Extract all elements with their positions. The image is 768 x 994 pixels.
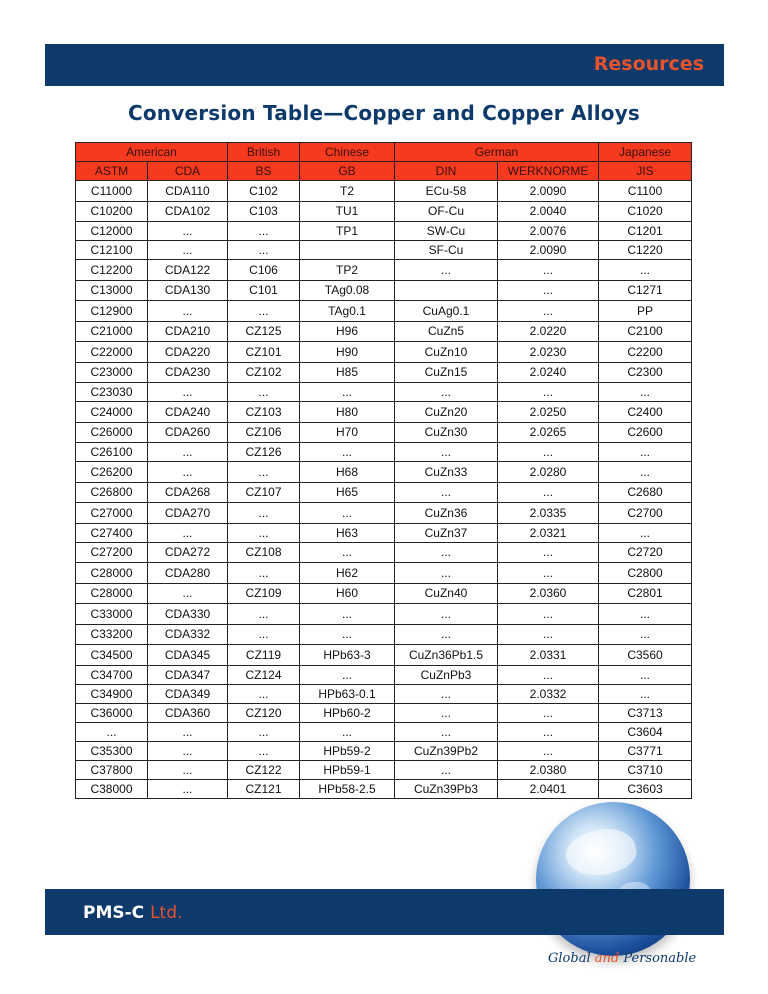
table-cell: 2.0090 (498, 241, 599, 260)
table-cell: H70 (300, 422, 395, 443)
table-cell: ... (228, 684, 300, 703)
table-cell: CuZn37 (395, 523, 498, 542)
column-header-row (76, 162, 692, 181)
table-cell: C13000 (76, 280, 148, 301)
table-cell: ... (498, 703, 599, 722)
brand-name: PMS-C (83, 903, 145, 923)
table-cell: CZ108 (228, 542, 300, 563)
table-cell: 2.0360 (498, 583, 599, 604)
table-cell: C3710 (599, 760, 692, 779)
table-cell: CDA268 (148, 482, 228, 503)
table-cell: ... (395, 722, 498, 741)
table-row (76, 362, 692, 383)
table-cell: C2680 (599, 482, 692, 503)
table-cell: ... (498, 722, 599, 741)
table-cell: C2801 (599, 583, 692, 604)
table-cell: ... (498, 624, 599, 645)
table-cell: ... (395, 563, 498, 584)
table-cell: C12100 (76, 241, 148, 260)
table-cell: ... (395, 383, 498, 402)
table-cell: CZ124 (228, 665, 300, 684)
column-header: WERKNORME (498, 162, 599, 181)
page-title: Conversion Table—Copper and Copper Alloys (127, 101, 641, 125)
table-cell: CZ120 (228, 703, 300, 722)
table-cell: C1271 (599, 280, 692, 301)
table-cell: C33000 (76, 604, 148, 625)
table-cell: TP2 (300, 260, 395, 281)
table-cell: CuZn30 (395, 422, 498, 443)
table-cell: CZ106 (228, 422, 300, 443)
table-cell: HPb58-2.5 (300, 779, 395, 798)
table-cell: SF-Cu (395, 241, 498, 260)
table-cell: ... (395, 760, 498, 779)
table-cell: 2.0230 (498, 342, 599, 363)
table-cell: CuZnPb3 (395, 665, 498, 684)
table-cell: C26100 (76, 443, 148, 462)
table-cell: H96 (300, 321, 395, 342)
table-cell: 2.0401 (498, 779, 599, 798)
table-cell: C12200 (76, 260, 148, 281)
table-cell: C106 (228, 260, 300, 281)
table-cell: CuZn5 (395, 321, 498, 342)
tagline-global: Global (548, 951, 591, 966)
table-cell: CuZn39Pb3 (395, 779, 498, 798)
table-cell: CDA332 (148, 624, 228, 645)
table-row (76, 383, 692, 402)
table-cell: ... (498, 604, 599, 625)
table-cell: C34500 (76, 645, 148, 666)
conversion-table (75, 142, 692, 799)
column-header: GB (300, 162, 395, 181)
table-cell: C2800 (599, 563, 692, 584)
table-cell: ... (148, 383, 228, 402)
table-cell: ... (300, 624, 395, 645)
table-cell: H62 (300, 563, 395, 584)
table-cell: CuZn15 (395, 362, 498, 383)
table-cell: C2400 (599, 402, 692, 423)
table-row (76, 604, 692, 625)
table-cell: ... (599, 383, 692, 402)
table-cell: 2.0335 (498, 503, 599, 524)
table-cell: PP (599, 301, 692, 322)
table-cell: C24000 (76, 402, 148, 423)
tagline (548, 951, 696, 966)
table-cell: ... (599, 523, 692, 542)
table-cell: CZ122 (228, 760, 300, 779)
table-cell: ... (228, 741, 300, 760)
table-cell: ... (395, 260, 498, 281)
table-cell: CuZn33 (395, 462, 498, 483)
table-cell: C26200 (76, 462, 148, 483)
table-cell: CDA220 (148, 342, 228, 363)
table-row (76, 222, 692, 241)
table-cell: C26800 (76, 482, 148, 503)
table-cell: 2.0076 (498, 222, 599, 241)
table-row (76, 321, 692, 342)
table-cell: CDA210 (148, 321, 228, 342)
table-cell: ECu-58 (395, 181, 498, 202)
table-cell: CDA270 (148, 503, 228, 524)
table-cell: ... (228, 563, 300, 584)
table-cell: H68 (300, 462, 395, 483)
table-row (76, 779, 692, 798)
table-cell: ... (148, 222, 228, 241)
table-body (76, 181, 692, 799)
table-row (76, 665, 692, 684)
section-title: Resources (593, 53, 704, 75)
tagline-and: and (594, 951, 620, 966)
table-cell: C26000 (76, 422, 148, 443)
table-cell: ... (599, 684, 692, 703)
table-row (76, 523, 692, 542)
table-cell: CuAg0.1 (395, 301, 498, 322)
table-cell: C102 (228, 181, 300, 202)
table-cell: C27400 (76, 523, 148, 542)
column-header: CDA (148, 162, 228, 181)
table-row (76, 201, 692, 222)
tagline-personable: Personable (623, 951, 697, 966)
table-cell: TP1 (300, 222, 395, 241)
table-cell: C23000 (76, 362, 148, 383)
table-cell: ... (498, 482, 599, 503)
table-cell: C1100 (599, 181, 692, 202)
table-cell: 2.0220 (498, 321, 599, 342)
table-cell: C35300 (76, 741, 148, 760)
table-cell: C37800 (76, 760, 148, 779)
table-cell: HPb59-2 (300, 741, 395, 760)
table-cell: ... (300, 503, 395, 524)
table-cell: ... (228, 624, 300, 645)
header-band (45, 44, 724, 86)
table-cell: C22000 (76, 342, 148, 363)
table-cell: TAg0.1 (300, 301, 395, 322)
table-cell: CuZn36 (395, 503, 498, 524)
table-cell: CZ119 (228, 645, 300, 666)
table-cell: C3603 (599, 779, 692, 798)
table-cell: C36000 (76, 703, 148, 722)
table-row (76, 503, 692, 524)
table-row (76, 583, 692, 604)
table-cell: ... (148, 583, 228, 604)
table-row (76, 563, 692, 584)
table-cell: C3713 (599, 703, 692, 722)
table-cell: CDA122 (148, 260, 228, 281)
table-cell: C12900 (76, 301, 148, 322)
table-cell: 2.0321 (498, 523, 599, 542)
table-cell: CuZn39Pb2 (395, 741, 498, 760)
table-cell: ... (148, 462, 228, 483)
table-cell: ... (300, 604, 395, 625)
table-cell: H63 (300, 523, 395, 542)
table-cell: C27000 (76, 503, 148, 524)
table-cell: ... (498, 563, 599, 584)
table-cell: ... (395, 443, 498, 462)
table-cell: ... (228, 301, 300, 322)
table-cell: H80 (300, 402, 395, 423)
table-cell: CuZn10 (395, 342, 498, 363)
table-cell: ... (395, 684, 498, 703)
table-cell: ... (148, 241, 228, 260)
table-cell: C3771 (599, 741, 692, 760)
table-row (76, 241, 692, 260)
table-cell: H90 (300, 342, 395, 363)
table-cell: HPb63-0.1 (300, 684, 395, 703)
table-cell: ... (228, 462, 300, 483)
table-cell: CZ109 (228, 583, 300, 604)
table-cell: CuZn40 (395, 583, 498, 604)
table-cell: CDA110 (148, 181, 228, 202)
table-cell: SW-Cu (395, 222, 498, 241)
table-cell: ... (599, 624, 692, 645)
table-cell: 2.0040 (498, 201, 599, 222)
company-logo (83, 903, 182, 923)
table-cell: ... (300, 542, 395, 563)
table-cell: ... (228, 503, 300, 524)
table-cell: ... (599, 260, 692, 281)
table-cell: 2.0090 (498, 181, 599, 202)
table-cell: ... (498, 542, 599, 563)
table-cell: CDA345 (148, 645, 228, 666)
table-cell: C2100 (599, 321, 692, 342)
group-header: American (76, 143, 228, 162)
group-header: British (228, 143, 300, 162)
table-cell: C28000 (76, 563, 148, 584)
table-cell: 2.0380 (498, 760, 599, 779)
table-cell: ... (300, 383, 395, 402)
column-header: ASTM (76, 162, 148, 181)
table-cell: HPb60-2 (300, 703, 395, 722)
table-cell: C27200 (76, 542, 148, 563)
table-cell: C33200 (76, 624, 148, 645)
table-cell: ... (148, 301, 228, 322)
table-cell: CDA130 (148, 280, 228, 301)
footer-band (45, 889, 724, 935)
table-cell: CDA280 (148, 563, 228, 584)
table-row (76, 624, 692, 645)
table-cell (300, 241, 395, 260)
table-cell: C23030 (76, 383, 148, 402)
table-row (76, 684, 692, 703)
table-cell: H85 (300, 362, 395, 383)
table-cell: ... (599, 443, 692, 462)
table-cell: ... (228, 604, 300, 625)
column-header: JIS (599, 162, 692, 181)
table-cell: ... (148, 443, 228, 462)
table-row (76, 722, 692, 741)
table-cell: 2.0331 (498, 645, 599, 666)
table-cell: 2.0280 (498, 462, 599, 483)
table-cell: ... (148, 523, 228, 542)
table-cell: ... (228, 241, 300, 260)
table-row (76, 301, 692, 322)
table-cell (395, 280, 498, 301)
table-row (76, 542, 692, 563)
table-cell: ... (498, 260, 599, 281)
table-cell: CDA360 (148, 703, 228, 722)
table-cell: TAg0.08 (300, 280, 395, 301)
table-cell: C28000 (76, 583, 148, 604)
table-cell: CuZn20 (395, 402, 498, 423)
table-cell: ... (228, 383, 300, 402)
table-cell: ... (148, 722, 228, 741)
table-cell: ... (498, 301, 599, 322)
table-cell: C34900 (76, 684, 148, 703)
table-cell: CZ121 (228, 779, 300, 798)
table-cell: H60 (300, 583, 395, 604)
table-cell: C2700 (599, 503, 692, 524)
table-row (76, 402, 692, 423)
table-row (76, 703, 692, 722)
table-cell: CDA230 (148, 362, 228, 383)
table-cell: ... (395, 482, 498, 503)
table-cell: ... (300, 722, 395, 741)
table-row (76, 482, 692, 503)
table-cell: ... (148, 760, 228, 779)
table-cell: HPb63-3 (300, 645, 395, 666)
table-cell: C11000 (76, 181, 148, 202)
table-cell: CZ102 (228, 362, 300, 383)
table-cell: H65 (300, 482, 395, 503)
table-cell: 2.0265 (498, 422, 599, 443)
table-cell: C34700 (76, 665, 148, 684)
group-header: German (395, 143, 599, 162)
table-cell: OF-Cu (395, 201, 498, 222)
table-cell: CZ125 (228, 321, 300, 342)
table-cell: CDA260 (148, 422, 228, 443)
table-cell: C101 (228, 280, 300, 301)
table-cell: C2600 (599, 422, 692, 443)
table-cell: C10200 (76, 201, 148, 222)
table-cell: ... (228, 523, 300, 542)
table-cell: ... (599, 604, 692, 625)
table-cell: HPb59-1 (300, 760, 395, 779)
table-cell: CZ101 (228, 342, 300, 363)
table-cell: T2 (300, 181, 395, 202)
group-header-row (76, 143, 692, 162)
table-cell: ... (498, 443, 599, 462)
group-header: Japanese (599, 143, 692, 162)
table-cell: 2.0240 (498, 362, 599, 383)
table-cell: ... (395, 624, 498, 645)
table-row (76, 280, 692, 301)
table-cell: CDA330 (148, 604, 228, 625)
table-cell: CZ107 (228, 482, 300, 503)
table-cell: 2.0332 (498, 684, 599, 703)
table-cell: CZ126 (228, 443, 300, 462)
table-cell: ... (228, 722, 300, 741)
table-cell: ... (599, 665, 692, 684)
table-cell: C1020 (599, 201, 692, 222)
table-row (76, 181, 692, 202)
table-cell: C103 (228, 201, 300, 222)
table-cell: ... (395, 604, 498, 625)
table-row (76, 462, 692, 483)
column-header: BS (228, 162, 300, 181)
table-cell: C2300 (599, 362, 692, 383)
table-cell: ... (228, 222, 300, 241)
table-cell: CZ103 (228, 402, 300, 423)
table-cell: ... (395, 703, 498, 722)
table-cell: ... (300, 665, 395, 684)
table-cell: CDA347 (148, 665, 228, 684)
table-cell: ... (148, 779, 228, 798)
brand-suffix: Ltd. (150, 903, 183, 923)
table-row (76, 760, 692, 779)
table-cell: C3604 (599, 722, 692, 741)
table-cell: CDA240 (148, 402, 228, 423)
table-cell: CuZn36Pb1.5 (395, 645, 498, 666)
table-cell: ... (498, 741, 599, 760)
table-row (76, 422, 692, 443)
table-cell: ... (300, 443, 395, 462)
table-cell: ... (76, 722, 148, 741)
column-header: DIN (395, 162, 498, 181)
table-cell: TU1 (300, 201, 395, 222)
table-row (76, 342, 692, 363)
table-cell: C2720 (599, 542, 692, 563)
table-cell: C38000 (76, 779, 148, 798)
table-row (76, 741, 692, 760)
table-row (76, 645, 692, 666)
table-cell: ... (148, 741, 228, 760)
table-cell: ... (498, 383, 599, 402)
table-cell: CDA102 (148, 201, 228, 222)
table-cell: CDA272 (148, 542, 228, 563)
table-cell: C12000 (76, 222, 148, 241)
group-header: Chinese (300, 143, 395, 162)
table-cell: CDA349 (148, 684, 228, 703)
table-row (76, 260, 692, 281)
table-cell: ... (395, 542, 498, 563)
table-cell: ... (498, 280, 599, 301)
table-cell: C1220 (599, 241, 692, 260)
table-cell: ... (498, 665, 599, 684)
table-cell: C3560 (599, 645, 692, 666)
table-cell: C1201 (599, 222, 692, 241)
table-cell: ... (599, 462, 692, 483)
table-cell: 2.0250 (498, 402, 599, 423)
table-cell: C21000 (76, 321, 148, 342)
table-cell: C2200 (599, 342, 692, 363)
table-row (76, 443, 692, 462)
